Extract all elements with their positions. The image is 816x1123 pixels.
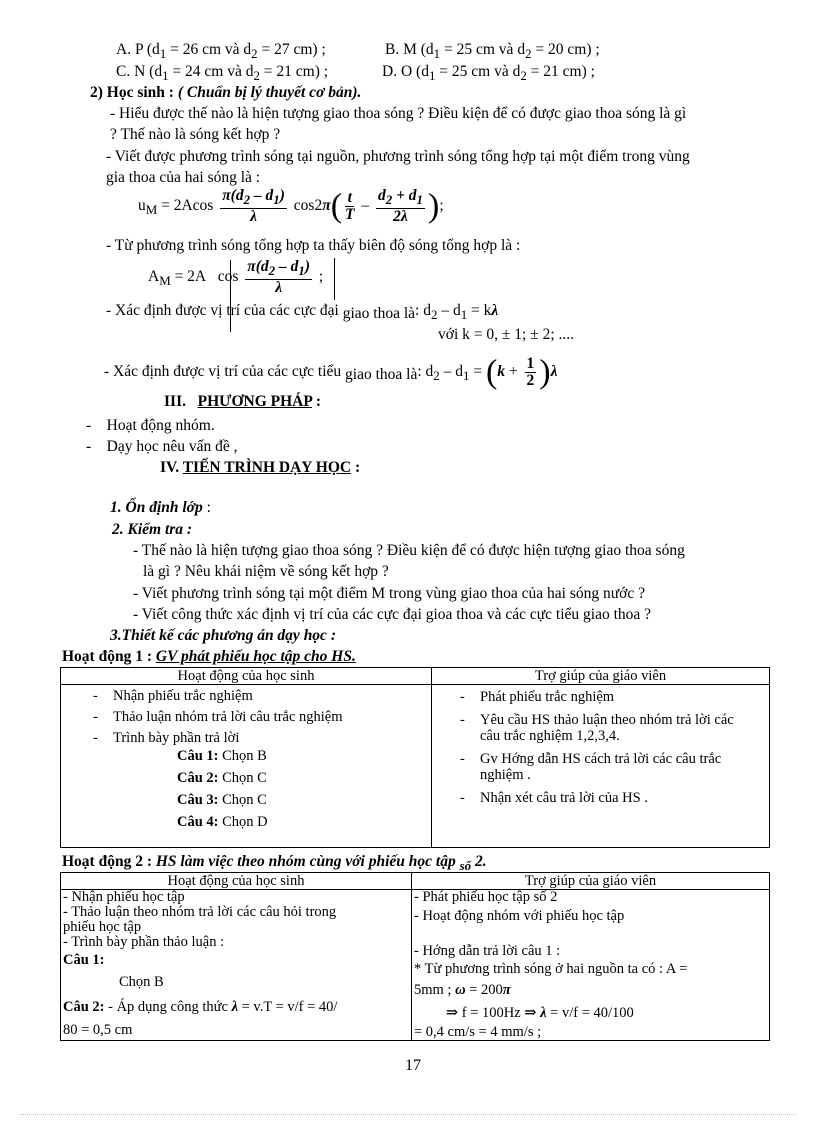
maxima-line: - Xác định được vị trí của các cực đại giao thoa là: $d_2 - d_1 = k\lambda$ <box>106 302 499 323</box>
step-3: 3.Thiết kế các phương án dạy học : <box>110 627 336 644</box>
activity-1-table <box>60 667 770 848</box>
activity-1-teacher-header: Trợ giúp của giáo viên <box>432 668 770 685</box>
abs-bar-right <box>334 258 335 300</box>
student-line-4: gia thoa của hai sóng là : <box>106 169 261 186</box>
step-1: 1. Ổn định lớp : <box>110 499 211 516</box>
student-item: - Thảo luận nhóm trả lời câu trắc nghiệm <box>91 709 425 726</box>
activity-2-title: Hoạt động 2 : HS làm việc theo nhóm cùng với phiếu học tập $_{số}$ 2. <box>62 853 487 874</box>
option-b: B. M ($d_1 = 25$ cm và $d_2 = 20$ cm) ; <box>385 41 600 62</box>
activity-2-teacher-cell <box>412 890 770 1041</box>
answer-3: Câu 3: Chọn C <box>177 792 267 808</box>
a2-answer-1: Chọn B <box>119 974 164 990</box>
a2-teacher-line: ⇒ f = 100Hz ⇒ λ = v/f = 40/100 <box>446 1005 634 1021</box>
teacher-item: - Nhận xét câu trả lời của HS . <box>458 790 763 806</box>
teacher-item: - Yêu cầu HS thảo luận theo nhóm trả lời các câu trắc nghiệm 1,2,3,4. <box>458 712 752 744</box>
a2-question-1: Câu 1: <box>63 952 105 968</box>
activity-1-student-cell <box>61 685 432 848</box>
student-heading: 2) Học sinh : ( Chuẩn bị lý thuyết cơ bản). <box>90 84 362 101</box>
amplitude-equation: $A_M = 2A$ cos $\frac{\pi(d_2 - d_1)}{\lambda}$ ; <box>148 257 324 296</box>
option-a: A. P ($d_1 = 26$ cm và $d_2 = 27$ cm) ; <box>116 41 326 62</box>
a2-teacher-line: - Hoạt động nhóm với phiếu học tập <box>414 908 625 924</box>
wave-equation: $u_M = 2Acos$ $\frac{\pi(d_2 - d_1)}{\lambda}$ cos2π( $\frac{t}{T}$ – $\frac{d_2 + d_1}{2\lambda}$ ); <box>138 186 444 225</box>
maxima-k-values: với k = 0, ± 1; ± 2; .... <box>438 326 574 343</box>
a2-student-line: - Thảo luận theo nhóm trả lời các câu hỏi trong <box>63 904 337 920</box>
check-q1: - Thế nào là hiện tượng giao thoa sóng ? Điều kiện để có được hiện tượng giao thoa sóng <box>133 542 685 559</box>
minima-line: - Xác định được vị trí của các cực tiểu giao thoa là: $d_2 - d_1 = (k$ + $\frac{1}{2}$ )λ <box>104 353 558 391</box>
page-footer-divider <box>20 1114 796 1115</box>
student-item: - Nhận phiếu trắc nghiệm <box>91 688 425 705</box>
a2-student-line: phiếu học tập <box>63 919 142 935</box>
teacher-item: - Phát phiếu trắc nghiệm <box>458 689 763 705</box>
section-3-heading: III. PHƯƠNG PHÁP : <box>164 393 322 410</box>
answer-1: Câu 1: Chọn B <box>177 748 267 764</box>
option-d: D. O ($d_1 = 25$ cm và $d_2 = 21$ cm) ; <box>382 63 595 84</box>
student-line-1: - Hiểu được thế nào là hiện tượng giao thoa sóng ? Điều kiện để có được giao thoa sóng là gì <box>110 105 687 122</box>
a2-teacher-line: 5mm ; ω = 200π <box>414 982 511 998</box>
activity-2-table <box>60 872 770 1041</box>
a2-question-2: Câu 2: - Áp dụng công thức λ = v.T = v/f = 40/ <box>63 999 338 1015</box>
teacher-item: - Gv Hớng dẫn HS cách trả lời các câu trắc nghiệm . <box>458 751 752 783</box>
answer-4: Câu 4: Chọn D <box>177 814 268 830</box>
option-c: C. N ($d_1 = 24$ cm và $d_2 = 21$ cm) ; <box>116 63 329 84</box>
a2-student-line: - Nhận phiếu học tập <box>63 889 185 905</box>
a2-student-line: - Trình bày phần thảo luận : <box>63 934 225 950</box>
student-line-5: - Từ phương trình sóng tổng hợp ta thấy biên độ sóng tổng hợp là : <box>106 237 521 254</box>
activity-2-teacher-header: Trợ giúp của giáo viên <box>412 873 770 890</box>
student-line-2: ? Thế nào là sóng kết hợp ? <box>110 126 281 143</box>
activity-1-teacher-cell <box>432 685 770 848</box>
answer-2: Câu 2: Chọn C <box>177 770 267 786</box>
section-4-heading: IV. TIẾN TRÌNH DẠY HỌC : <box>160 459 361 476</box>
a2-result: 80 = 0,5 cm <box>63 1022 133 1038</box>
page-number: 17 <box>405 1057 421 1074</box>
student-item: - Trình bày phần trả lời <box>91 730 425 747</box>
a2-teacher-line: = 0,4 cm/s = 4 mm/s ; <box>414 1024 542 1040</box>
a2-teacher-line: * Từ phương trình sóng ở hai nguồn ta có : A = <box>414 961 688 977</box>
method-item-2: - Dạy học nêu vấn đề , <box>86 438 238 455</box>
activity-1-title: Hoạt động 1 : GV phát phiếu học tập cho HS. <box>62 648 356 665</box>
a2-teacher-line: - Phát phiếu học tập số 2 <box>414 889 558 905</box>
activity-2-student-cell <box>61 890 412 1041</box>
check-q3: - Viết công thức xác định vị trí của các cực đại gioa thoa và các cực tiểu giao thoa ? <box>133 606 652 623</box>
activity-2-student-header: Hoạt động của học sinh <box>61 873 412 890</box>
student-line-3: - Viết được phương trình sóng tại nguồn, phương trình sóng tổng hợp tại một điểm trong vùng <box>106 148 690 165</box>
check-q1-cont: là gì ? Nêu khái niệm về sóng kết hợp ? <box>143 563 389 580</box>
method-item-1: - Hoạt động nhóm. <box>86 417 215 434</box>
activity-1-student-header: Hoạt động của học sinh <box>61 668 432 685</box>
a2-teacher-line: - Hớng dẫn trả lời câu 1 : <box>414 943 561 959</box>
step-2: 2. Kiểm tra : <box>112 521 193 538</box>
check-q2: - Viết phương trình sóng tại một điểm M trong vùng giao thoa của hai sóng nước ? <box>133 585 645 602</box>
